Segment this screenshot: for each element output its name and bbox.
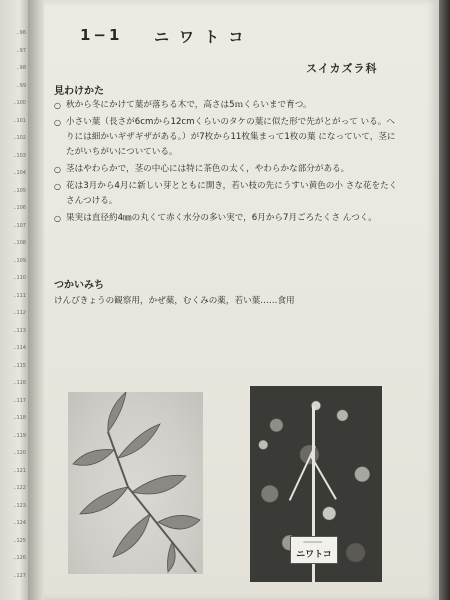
ruler-tick-label: ‥110 bbox=[13, 275, 26, 281]
list-item: ○ 果実は直径約4㎜の丸くて赤く水分の多い実で，6月から7月ごろたくさ んつく。 bbox=[54, 211, 399, 226]
bullet-mark: ○ bbox=[54, 165, 61, 174]
list-item: ○ 小さい葉（長さが6cmから12cmくらいのタケの葉に似た形で先がとがって いる。へりには細かいギザギザがある。）が7枚から11枚集まって1枚の葉 になっていて，茎にたがいちがいについている。 bbox=[54, 117, 396, 157]
bullet-mark: ○ bbox=[54, 118, 61, 127]
ruler-tick-label: ‥100 bbox=[13, 100, 26, 106]
plant-family: スイカズラ科 bbox=[306, 62, 378, 75]
sign-small-text: ▭▭▭▭▭ bbox=[303, 539, 323, 544]
ruler-tick-label: ‥120 bbox=[13, 450, 26, 456]
ruler-tick-label: ‥122 bbox=[13, 485, 26, 491]
ruler-tick-label: ‥96 bbox=[16, 30, 26, 36]
ruler-tick-label: ‥97 bbox=[16, 47, 26, 54]
ruler-tick-label: ‥126 bbox=[13, 555, 26, 561]
ruler-tick-label: ‥112 bbox=[13, 310, 26, 316]
plant-photo bbox=[250, 386, 382, 582]
leaf-photo bbox=[68, 392, 203, 574]
bullet-mark: ○ bbox=[54, 182, 61, 191]
ruler-tick-label: ‥116 bbox=[13, 380, 26, 386]
ruler-tick-label: ‥125 bbox=[13, 537, 26, 544]
ruler-tick-label: ‥106 bbox=[13, 205, 26, 211]
chapter-number: 1−1 bbox=[80, 26, 123, 44]
page-title: ニワトコ bbox=[154, 28, 254, 46]
ruler-tick-label: ‥102 bbox=[13, 135, 26, 141]
plant-name-sign bbox=[290, 536, 338, 564]
bullet-mark: ○ bbox=[54, 101, 61, 110]
list-item: ○ 茎はやわらかで，茎の中心には特に茶色の太く，やわらかな部分がある。 bbox=[54, 162, 399, 177]
ruler-tick-label: ‥101 bbox=[13, 117, 26, 124]
ruler-tick-label: ‥121 bbox=[13, 467, 26, 474]
ruler-tick-label: ‥115 bbox=[13, 362, 26, 369]
uses-text: けんびきょうの観察用，かぜ薬，むくみの薬，若い葉……食用 bbox=[54, 296, 295, 306]
ruler-tick-label: ‥124 bbox=[13, 520, 26, 526]
ruler-tick-label: ‥114 bbox=[13, 345, 26, 351]
ruler-tick-label: ‥103 bbox=[13, 152, 26, 159]
ruler-tick-label: ‥119 bbox=[13, 432, 26, 439]
bullet-mark: ○ bbox=[54, 214, 61, 223]
ruler-tick-label: ‥98 bbox=[16, 65, 26, 71]
ruler-tick-label: ‥111 bbox=[13, 292, 26, 299]
book-page bbox=[44, 0, 439, 600]
ruler-tick-label: ‥123 bbox=[13, 502, 26, 509]
background-edge bbox=[439, 0, 450, 600]
ruler-tick-label: ‥109 bbox=[13, 257, 26, 264]
list-item: ○ 秋から冬にかけて葉が落ちる木で，高さは5ｍくらいまで育つ。 bbox=[54, 98, 399, 113]
ruler-tick-label: ‥104 bbox=[13, 170, 26, 176]
ruler-tick-label: ‥99 bbox=[16, 82, 26, 89]
uses-heading: つかいみち bbox=[54, 280, 104, 291]
ruler-tick-label: ‥117 bbox=[13, 397, 26, 404]
identification-heading: 見わけかた bbox=[54, 86, 104, 97]
ruler-tick-label: ‥118 bbox=[13, 415, 26, 421]
sign-label: ニワトコ bbox=[296, 550, 332, 560]
ruler-tick-label: ‥113 bbox=[13, 327, 26, 334]
ruler-tick-label: ‥107 bbox=[13, 222, 26, 229]
ruler-tick-label: ‥108 bbox=[13, 240, 26, 246]
list-item: ○ 花は3月から4月に新しい芽とともに開き，若い枝の先にうすい黄色の小 さな花をたくさんつける。 bbox=[54, 181, 398, 206]
ruler-tick-label: ‥127 bbox=[13, 572, 26, 579]
ruler-tick-label: ‥105 bbox=[13, 187, 26, 194]
compound-leaf-illustration bbox=[68, 392, 203, 574]
facing-page-edge bbox=[0, 0, 28, 600]
identification-list bbox=[54, 98, 399, 228]
